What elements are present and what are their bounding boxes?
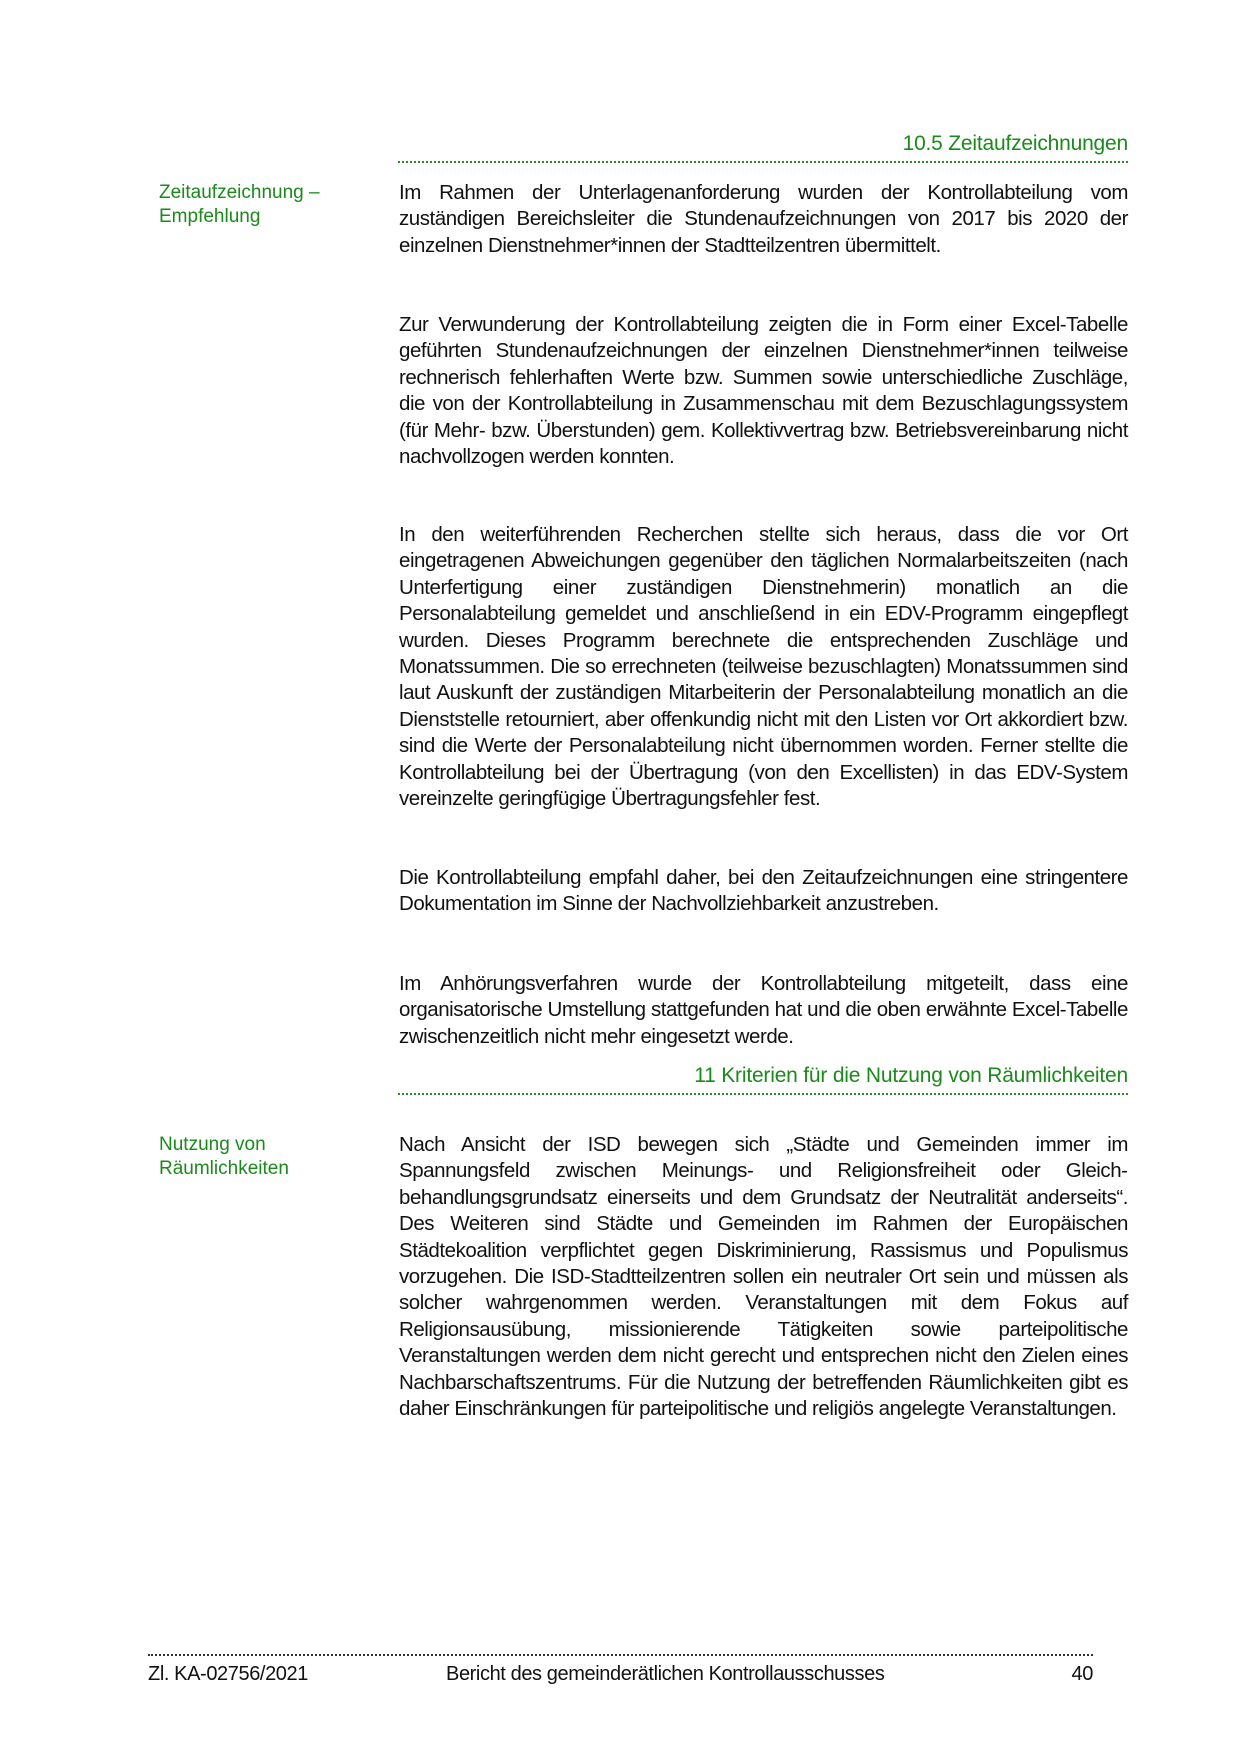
footer-divider [148, 1654, 1093, 1656]
section-heading-11: 11 Kriterien für die Nutzung von Räumlichkeiten [694, 1064, 1128, 1087]
footer-title: Bericht des gemeinderätlichen Kontrollausschusses [446, 1663, 885, 1685]
page-number: 40 [1071, 1663, 1093, 1685]
section-divider [398, 161, 1128, 163]
paragraph: In den weiterführenden Recherchen stellte sich heraus, dass die vor Ort eingetragenen Abweichungen gegenüber den täglichen Normalarbeitszeiten (nach Unterfertigung einer zuständigen Dienstnehmerin) monatlich an die Personalabteilung gemeldet und anschließend in ein EDV-Programm eingepflegt wurden. Dieses Programm berechnete die entsprechenden Zuschläge und Monatssummen. Die so errechneten (teilweise bezuschlagten) Monatssummen sind laut Auskunft der zuständigen Mitarbeiterin der Personalabteilung monatlich an die Dienststelle retourniert, aber offenkundig nicht mit den Listen vor Ort akkordiert bzw. sind die Werte der Personalabteilung nicht übernommen worden. Ferner stellte die Kontrollabteilung bei der Übertragung (von den Excellisten) in das EDV-System vereinzelte geringfügige Übertragungsfehler fest. [399, 523, 1128, 811]
paragraph: Im Rahmen der Unterlagenanforderung wurden der Kontrollabteilung vom zuständigen Bereichsleiter die Stundenaufzeichnungen von 2017 bis 2020 der einzelnen Dienstnehmer*innen der Stadtteilzentren übermittelt. [399, 181, 1128, 257]
paragraph: Nach Ansicht der ISD bewegen sich „Städte und Gemeinden immer im Spannungsfeld zwischen Meinungs- und Religionsfreiheit oder Gleichbehandlungsgrundsatz einerseits und dem Grundsatz der Neutralität anderseits“. Des Weiteren sind Städte und Gemeinden im Rahmen der Europäischen Städtekoalition verpflichtet gegen Diskriminierung, Rassismus und Populismus vorzugehen. Die ISD-Stadtteilzentren sollen ein neutraler Ort sein und müssen als solcher wahrgenommen werden. Veranstaltungen mit dem Fokus auf Religionsausübung, missionierende Tätigkeiten sowie parteipolitische Veranstaltungen werden dem nicht gerecht und entsprechen nicht den Zielen eines Nachbarschaftszentrums. Für die Nutzung der betreffenden Räumlichkeiten gibt es daher Einschränkungen für parteipolitische und religiös angelegte Veranstaltungen. [399, 1133, 1128, 1421]
margin-note-line: Empfehlung [159, 206, 261, 227]
paragraph: Die Kontrollabteilung empfahl daher, bei den Zeitaufzeichnungen eine stringentere Dokumentation im Sinne der Nachvollziehbarkeit anzustreben. [399, 866, 1128, 916]
page-footer [148, 1663, 1093, 1689]
margin-note-line: Räumlichkeiten [159, 1158, 289, 1179]
margin-note-line: Nutzung von [159, 1134, 266, 1155]
paragraph: Im Anhörungsverfahren wurde der Kontrollabteilung mitgeteilt, dass eine organisatorische Umstellung stattgefunden hat und die oben erwähnte Excel-Tabelle zwischenzeitlich nicht mehr eingesetzt werde. [399, 972, 1128, 1048]
section-heading-10-5: 10.5 Zeitaufzeichnungen [902, 132, 1128, 155]
section-divider [398, 1093, 1128, 1095]
margin-note-line: Zeitaufzeichnung – [159, 182, 320, 203]
footer-reference: Zl. KA-02756/2021 [148, 1663, 308, 1685]
margin-note-zeitaufzeichnung [159, 181, 369, 229]
margin-note-nutzung [159, 1133, 369, 1181]
paragraph: Zur Verwunderung der Kontrollabteilung zeigten die in Form einer Excel-Tabelle geführten Stundenaufzeichnungen der einzelnen Dienstnehmer*innen teilweise rechnerisch fehlerhaften Werte bzw. Summen sowie unterschiedliche Zuschläge, die von der Kontrollabteilung in Zusammenschau mit dem Bezuschlagungssystem (für Mehr- bzw. Überstunden) gem. Kollektivvertrag bzw. Betriebsvereinbarung nicht nachvollzogen werden konnten. [399, 313, 1128, 469]
